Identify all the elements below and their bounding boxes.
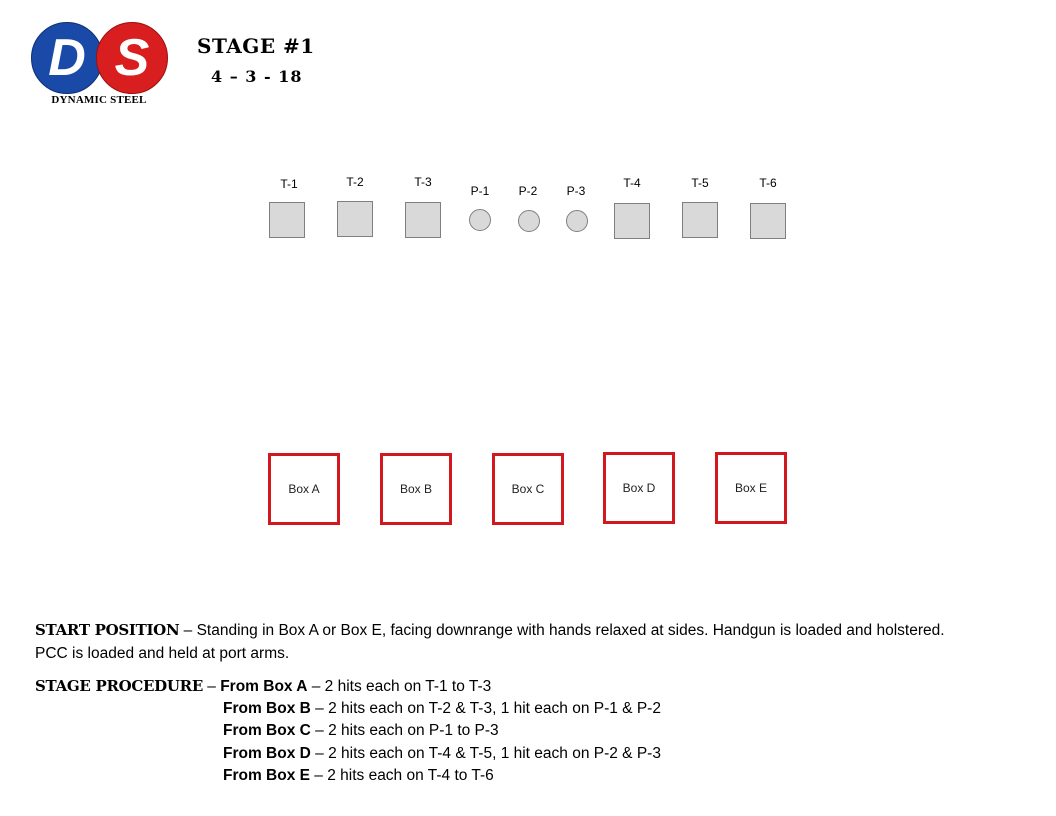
stage-date: 4 – 3 - 18 — [211, 67, 303, 86]
target-label-t6: T-6 — [759, 176, 777, 190]
target-p1-popper — [469, 209, 491, 231]
target-label-p3: P-3 — [566, 184, 586, 198]
start-position-line2: PCC is loaded and held at port arms. — [35, 644, 290, 662]
target-label-p2: P-2 — [518, 184, 538, 198]
target-label-t5: T-5 — [691, 176, 709, 190]
shooting-box-b: Box B — [380, 453, 452, 525]
procedure-step-c — [223, 720, 499, 743]
stage-procedure-heading: STAGE PROCEDURE — [35, 677, 203, 695]
procedure-step-e — [223, 765, 494, 788]
procedure-from-box-d: From Box D — [223, 744, 311, 762]
target-label-t1: T-1 — [280, 177, 298, 191]
target-label-t2: T-2 — [346, 175, 364, 189]
target-t2-steel — [337, 201, 373, 237]
target-p3-popper — [566, 210, 588, 232]
target-t3-steel — [405, 202, 441, 238]
target-label-t3: T-3 — [414, 175, 432, 189]
procedure-from-box-c: From Box C — [223, 722, 311, 739]
procedure-text-box-c: – 2 hits each on P-1 to P-3 — [310, 722, 499, 739]
shooting-box-a: Box A — [268, 453, 340, 525]
procedure-from-box-b: From Box B — [223, 699, 311, 717]
stage-procedure-dash: – — [202, 678, 221, 695]
procedure-step-b — [223, 698, 661, 721]
procedure-step-d — [223, 743, 661, 766]
start-position-heading: START POSITION — [35, 621, 180, 639]
start-position-section — [35, 619, 1035, 665]
shooting-box-d: Box D — [603, 452, 675, 524]
procedure-from-box-e: From Box E — [223, 767, 310, 784]
shooting-box-e: Box E — [715, 452, 787, 524]
dynamic-steel-logo — [28, 22, 172, 112]
start-position-line1: Standing in Box A or Box E, facing downrange with hands relaxed at sides. Handgun is loaded and holstered. — [196, 622, 945, 639]
stage-title: STAGE #1 — [197, 34, 315, 58]
logo-caption: DYNAMIC STEEL — [51, 94, 147, 106]
procedure-text-box-a: – 2 hits each on T-1 to T-3 — [307, 678, 492, 695]
start-position-dash: – — [179, 622, 197, 639]
target-t5-steel — [682, 202, 718, 238]
target-label-t4: T-4 — [623, 176, 641, 190]
procedure-text-box-d: – 2 hits each on T-4 & T-5, 1 hit each on P-2 & P-3 — [310, 744, 661, 762]
stage-procedure-section — [0, 675, 1056, 795]
procedure-from-box-a: From Box A — [220, 678, 308, 695]
target-p2-popper — [518, 210, 540, 232]
target-t1-steel — [269, 202, 305, 238]
procedure-text-box-b: – 2 hits each on T-2 & T-3, 1 hit each on P-1 & P-2 — [310, 699, 661, 717]
target-t4-steel — [614, 203, 650, 239]
shooting-box-c: Box C — [492, 453, 564, 525]
procedure-text-box-e: – 2 hits each on T-4 to T-6 — [309, 767, 494, 784]
logo-d-disc: D — [31, 22, 103, 94]
target-label-p1: P-1 — [470, 184, 490, 198]
target-t6-steel — [750, 203, 786, 239]
logo-s-disc: S — [96, 22, 168, 94]
stage-procedure-heading-row — [35, 675, 491, 699]
